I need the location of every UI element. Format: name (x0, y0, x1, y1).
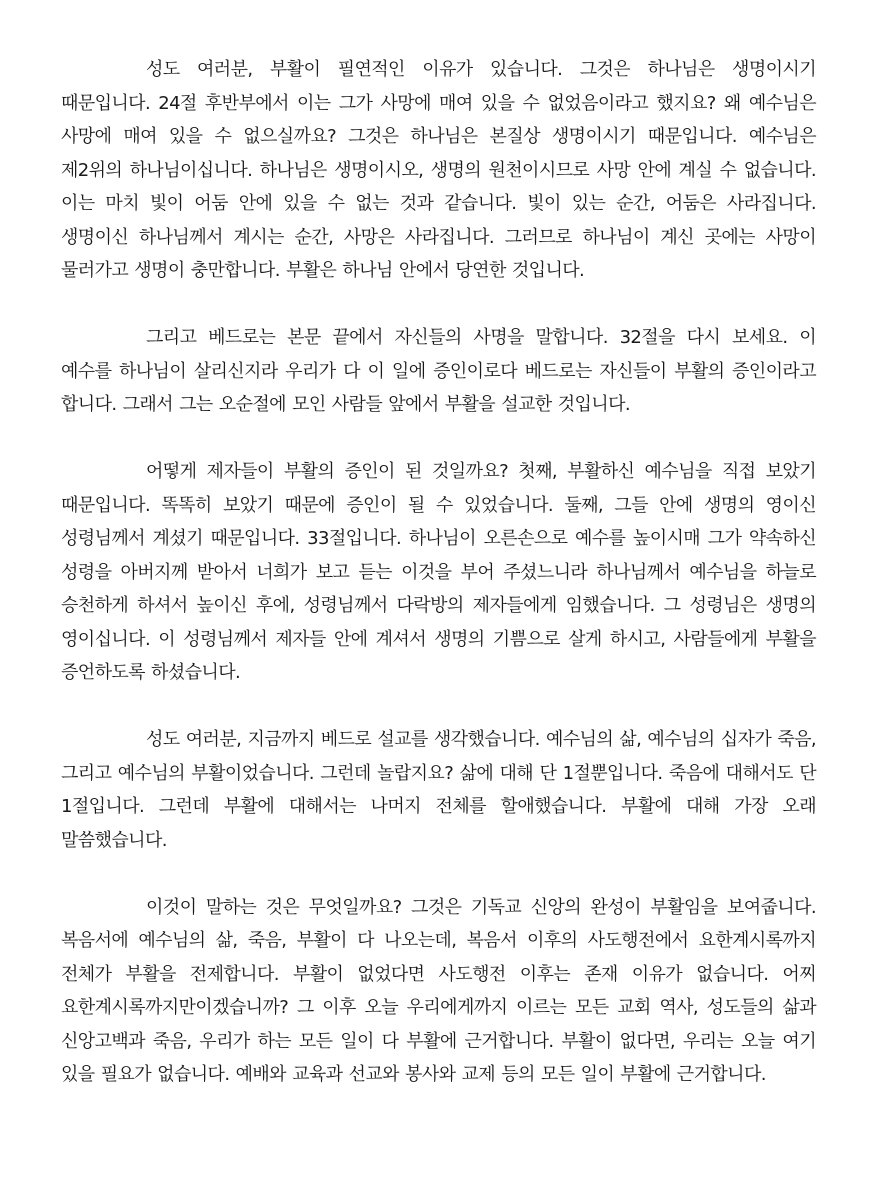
paragraph-2: 그리고 베드로는 본문 끝에서 자신들의 사명을 말합니다. 32절을 다시 보세요. 이 예수를 하나님이 살리신지라 우리가 다 이 일에 증인이로다 베드로는 자신들이 부활의 증인이라고 합니다. 그래서 그는 오순절에 모인 사람들 앞에서 부활을 설교한 것입니다. (61, 327, 816, 415)
document-page (61, 53, 816, 1125)
paragraph-3: 어떻게 제자들이 부활의 증인이 된 것일까요? 첫째, 부활하신 예수님을 직접 보았기 때문입니다. 똑똑히 보았기 때문에 증인이 될 수 있었습니다. 둘째, 그들 안에 생명의 영이신 성령님께서 계셨기 때문입니다. 33절입니다. 하나님이 오른손으로 예수를 높이시매 그가 약속하신 성령을 아버지께 받아서 너희가 보고 듣는 이것을 부어 주셨느니라 하나님께서 예수님을 하늘로 승천하게 하셔서 높이신 후에, 성령님께서 다락방의 제자들에게 임했습니다. 그 성령님은 생명의 영이십니다. 이 성령님께서 제자들 안에 계셔서 생명의 기쁨으로 살게 하시고, 사람들에게 부활을 증언하도록 하셨습니다. (61, 461, 816, 683)
paragraph-4: 성도 여러분, 지금까지 베드로 설교를 생각했습니다. 예수님의 삶, 예수님의 십자가 죽음, 그리고 예수님의 부활이었습니다. 그런데 놀랍지요? 삶에 대해 단 1절뿐입니다. 죽음에 대해서도 단 1절입니다. 그런데 부활에 대해서는 나머지 전체를 할애했습니다. 부활에 대해 가장 오래 말씀했습니다. (61, 729, 816, 851)
paragraph-5: 이것이 말하는 것은 무엇일까요? 그것은 기독교 신앙의 완성이 부활임을 보여줍니다. 복음서에 예수님의 삶, 죽음, 부활이 다 나오는데, 복음서 이후의 사도행전에서 요한계시록까지 전체가 부활을 전제합니다. 부활이 없었다면 사도행전 이후는 존재 이유가 없습니다. 어찌 요한계시록까지만이겠습니까? 그 이후 오늘 우리에게까지 이르는 모든 교회 역사, 성도들의 삶과 신앙고백과 죽음, 우리가 하는 모든 일이 다 부활에 근거합니다. 부활이 없다면, 우리는 오늘 여기 있을 필요가 없습니다. 예배와 교육과 선교와 봉사와 교제 등의 모든 일이 부활에 근거합니다. (61, 896, 816, 1085)
paragraph-1: 성도 여러분, 부활이 필연적인 이유가 있습니다. 그것은 하나님은 생명이시기 때문입니다. 24절 후반부에서 이는 그가 사망에 매여 있을 수 없었음이라고 했지요? 왜 예수님은 사망에 매여 있을 수 없으실까요? 그것은 하나님은 본질상 생명이시기 때문입니다. 예수님은 제2위의 하나님이십니다. 하나님은 생명이시오, 생명의 원천이시므로 사망 안에 계실 수 없습니다. 이는 마치 빛이 어둠 안에 있을 수 없는 것과 같습니다. 빛이 있는 순간, 어둠은 사라집니다. 생명이신 하나님께서 계시는 순간, 사망은 사라집니다. 그러므로 하나님이 계신 곳에는 사망이 물러가고 생명이 충만합니다. 부활은 하나님 안에서 당연한 것입니다. (61, 59, 816, 281)
